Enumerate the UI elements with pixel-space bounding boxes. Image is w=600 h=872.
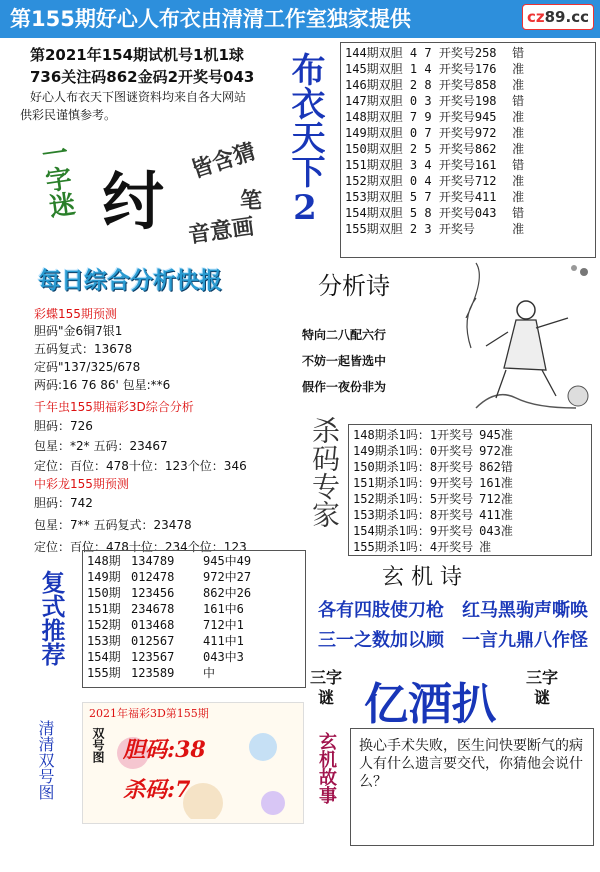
kill-number: 9开奖号 xyxy=(429,524,474,538)
butterfly-line-2: 五码复式：13678 xyxy=(34,342,133,356)
kill-number: 8开奖号 xyxy=(429,508,474,522)
dragon-line-3: 定位：百位：478十位：234个位：123 xyxy=(34,540,247,554)
kill-row xyxy=(353,443,591,459)
period: 154期双胆 xyxy=(345,206,403,220)
compound-row xyxy=(87,601,305,617)
xuanji-line-1: 各有四肢使刀枪 红马黑驹声嘶唤 xyxy=(318,600,588,621)
logo-prefix: cz xyxy=(527,8,545,26)
kill-code-table xyxy=(348,424,592,556)
result: 错 xyxy=(504,94,525,108)
draw-label: 开奖号 xyxy=(438,78,475,92)
result: 错 xyxy=(504,46,525,60)
result: 准 xyxy=(504,62,525,76)
double-dan-row xyxy=(345,77,595,93)
kill-row xyxy=(353,523,591,539)
draw-result: 411准 xyxy=(479,508,513,522)
qingqing-card xyxy=(82,702,304,824)
riddle-characters: 亿酒扒 xyxy=(364,679,496,730)
result: 准 xyxy=(504,78,525,92)
dan-2: 7 xyxy=(417,126,439,140)
hit-result: 161中6 xyxy=(203,602,244,616)
puzzle-character: 纣 xyxy=(102,165,165,238)
draw-result: 161准 xyxy=(479,476,513,490)
kill-number: 4开奖号 xyxy=(429,540,474,554)
dan-1: 7 xyxy=(402,110,418,124)
poem-title: 分析诗 xyxy=(318,272,390,300)
draw-number: 043 xyxy=(474,206,497,220)
kill-number: 1开奖号 xyxy=(429,428,474,442)
qingqing-sub: 双号图 xyxy=(91,727,105,763)
combo: 123567 xyxy=(131,650,175,664)
draw-label: 开奖号 xyxy=(438,142,475,156)
bug-line-2: 包星：*2* 五码：23467 xyxy=(34,439,168,453)
kill-number: 8开奖号 xyxy=(429,460,474,474)
period: 152期 xyxy=(87,618,121,632)
double-dan-row xyxy=(345,157,595,173)
draw-result: 862错 xyxy=(479,460,513,474)
period: 150期杀1吗： xyxy=(353,460,430,474)
draw-number: 198 xyxy=(474,94,497,108)
period: 148期 xyxy=(87,554,121,568)
butterfly-forecast xyxy=(34,306,274,394)
disclaimer-line-2: 供彩民谨慎参考。 xyxy=(20,108,117,122)
dan-1: 5 xyxy=(402,206,418,220)
story-text: 换心手术失败，医生问快要断气的病人有什么遗言要交代，你猜他会说什么？ xyxy=(350,728,594,846)
draw-number: 858 xyxy=(474,78,497,92)
dan-2: 4 xyxy=(417,62,439,76)
draw-label: 开奖号 xyxy=(438,94,475,108)
brand-number: 2 xyxy=(285,188,325,228)
period: 151期 xyxy=(87,602,121,616)
qingqing-sha: 杀码:7 xyxy=(123,777,191,803)
poem-line-1: 特向二八配六行 xyxy=(302,328,387,342)
combo: 012478 xyxy=(131,570,175,584)
focus-code-line: 736关注码862金码2开奖号043 xyxy=(30,68,255,86)
draw-number: 712 xyxy=(474,174,497,188)
dan-1: 5 xyxy=(402,190,418,204)
dan-2: 8 xyxy=(417,206,439,220)
hit-result: 862中26 xyxy=(203,586,252,600)
double-dan-row xyxy=(345,109,595,125)
draw-number: 862 xyxy=(474,142,497,156)
period: 147期双胆 xyxy=(345,94,403,108)
result: 准 xyxy=(504,126,525,140)
kill-row xyxy=(353,539,591,555)
bug-title: 千年虫155期福彩3D综合分析 xyxy=(34,400,194,414)
draw-number: 945 xyxy=(474,110,497,124)
period: 153期 xyxy=(87,634,121,648)
site-logo[interactable] xyxy=(522,4,594,30)
logo-suffix: 89.cc xyxy=(544,8,589,26)
kill-row xyxy=(353,459,591,475)
draw-label: 开奖号 xyxy=(438,46,475,60)
period: 149期双胆 xyxy=(345,126,403,140)
dan-2: 3 xyxy=(417,222,439,236)
xuanji-poem xyxy=(318,596,594,656)
result: 准 xyxy=(504,110,525,124)
result: 准 xyxy=(504,190,525,204)
dan-2: 5 xyxy=(417,142,439,156)
draw-label: 开奖号 xyxy=(438,190,475,204)
daily-report-banner: 每日综合分析快报 xyxy=(38,268,222,294)
xuanji-title: 玄 机 诗 xyxy=(382,565,462,590)
combo: 012567 xyxy=(131,634,175,648)
period: 148期双胆 xyxy=(345,110,403,124)
draw-number: 972 xyxy=(474,126,497,140)
draw-label: 开奖号 xyxy=(438,62,475,76)
dan-2: 3 xyxy=(417,94,439,108)
dan-2: 7 xyxy=(417,46,439,60)
period: 153期杀1吗： xyxy=(353,508,430,522)
kill-row xyxy=(353,475,591,491)
butterfly-title: 彩蝶155期预测 xyxy=(34,307,117,321)
kill-number: 0开奖号 xyxy=(429,444,474,458)
combo: 234678 xyxy=(131,602,175,616)
double-dan-row xyxy=(345,173,595,189)
compound-side-title: 复式推荐 xyxy=(37,570,66,666)
draw-label: 开奖号 xyxy=(438,174,475,188)
dan-1: 3 xyxy=(402,158,418,172)
period: 148期杀1吗： xyxy=(353,428,430,442)
dragon-title: 中彩龙155期预测 xyxy=(34,477,129,491)
period: 153期双胆 xyxy=(345,190,403,204)
hit-result: 411中1 xyxy=(203,634,244,648)
hit-result: 中 xyxy=(203,666,216,680)
period: 151期杀1吗： xyxy=(353,476,430,490)
kill-row xyxy=(353,491,591,507)
kill-row xyxy=(353,427,591,443)
compound-row xyxy=(87,649,305,665)
dan-1: 4 xyxy=(402,46,418,60)
double-dan-row xyxy=(345,141,595,157)
compound-row xyxy=(87,617,305,633)
period: 150期 xyxy=(87,586,121,600)
hit-result: 712中1 xyxy=(203,618,244,632)
double-dan-row xyxy=(345,61,595,77)
double-dan-table xyxy=(340,42,596,258)
result: 准 xyxy=(504,222,525,236)
draw-result: 945准 xyxy=(479,428,513,442)
compound-row xyxy=(87,633,305,649)
butterfly-line-1: 胆码"金6铜7银1 xyxy=(34,324,123,338)
draw-result: 972准 xyxy=(479,444,513,458)
dan-1: 0 xyxy=(402,126,418,140)
period: 152期双胆 xyxy=(345,174,403,188)
result: 错 xyxy=(504,158,525,172)
combo: 123589 xyxy=(131,666,175,680)
kill-number: 5开奖号 xyxy=(429,492,474,506)
draw-result: 712准 xyxy=(479,492,513,506)
double-dan-row xyxy=(345,93,595,109)
combo: 134789 xyxy=(131,554,175,568)
poem-line-2: 不妨一起皆选中 xyxy=(302,354,387,368)
qingqing-title: 2021年福彩3D第155期 xyxy=(89,707,209,720)
compound-row xyxy=(87,553,305,569)
compound-row xyxy=(87,665,305,681)
dan-2: 8 xyxy=(417,78,439,92)
period: 155期双胆 xyxy=(345,222,403,236)
xuanji-line-2: 三一之数加以顾 一言九鼎八作怪 xyxy=(318,630,588,651)
dan-2: 7 xyxy=(417,190,439,204)
poem-text xyxy=(302,322,386,400)
draw-label: 开奖号 xyxy=(438,126,475,140)
bug-line-1: 胆码：726 xyxy=(34,419,93,433)
period: 152期杀1吗： xyxy=(353,492,430,506)
period: 149期杀1吗： xyxy=(353,444,430,458)
draw-number: 258 xyxy=(474,46,497,60)
dan-1: 2 xyxy=(402,142,418,156)
period: 150期双胆 xyxy=(345,142,403,156)
puzzle-hint-3: 音意画 xyxy=(186,213,256,249)
puzzle-hint-2: 笔 xyxy=(240,188,263,214)
double-dan-row xyxy=(345,221,595,237)
character-puzzle xyxy=(30,140,300,252)
period: 155期 xyxy=(87,666,121,680)
compound-row xyxy=(87,585,305,601)
double-dan-row xyxy=(345,205,595,221)
draw-number: 411 xyxy=(474,190,497,204)
bug-line-3: 定位：百位：478十位：123个位：346 xyxy=(34,459,247,473)
page-title: 第155期好心人布衣由清清工作室独家提供 xyxy=(0,0,600,38)
result: 错 xyxy=(504,206,525,220)
draw-label: 开奖号 xyxy=(438,206,475,220)
dragon-forecast xyxy=(34,476,304,558)
draw-label: 开奖号 xyxy=(438,222,475,236)
compound-row xyxy=(87,569,305,585)
puzzle-hint-1: 皆含猜 xyxy=(188,138,259,184)
compound-table xyxy=(82,550,306,688)
poem-line-3: 假作一夜份非为 xyxy=(302,380,387,394)
kill-number: 9开奖号 xyxy=(429,476,474,490)
qingqing-side-title: 清清双号图 xyxy=(36,720,55,800)
draw-number: 176 xyxy=(474,62,497,76)
test-number-line: 第2021年154期试机号1机1球 xyxy=(30,46,244,64)
period: 144期双胆 xyxy=(345,46,403,60)
hit-result: 945中49 xyxy=(203,554,252,568)
period: 154期杀1吗： xyxy=(353,524,430,538)
hit-result: 043中3 xyxy=(203,650,244,664)
dragon-line-2: 包星：7** 五码复式：23478 xyxy=(34,518,192,532)
combo: 013468 xyxy=(131,618,175,632)
draw-result: 准 xyxy=(479,540,492,554)
dan-1: 1 xyxy=(402,62,418,76)
period: 151期双胆 xyxy=(345,158,403,172)
story-side-title: 玄机故事 xyxy=(316,732,337,804)
double-dan-row xyxy=(345,45,595,61)
dan-2: 4 xyxy=(417,158,439,172)
combo: 123456 xyxy=(131,586,175,600)
dan-1: 0 xyxy=(402,174,418,188)
puzzle-label: 一字迷 xyxy=(35,138,77,220)
draw-label: 开奖号 xyxy=(438,110,475,124)
period: 145期双胆 xyxy=(345,62,403,76)
kill-row xyxy=(353,507,591,523)
period: 146期双胆 xyxy=(345,78,403,92)
dan-2: 9 xyxy=(417,110,439,124)
riddle-label-right: 三字谜 xyxy=(525,668,558,707)
period: 149期 xyxy=(87,570,121,584)
dan-1: 2 xyxy=(402,78,418,92)
butterfly-line-4: 两码:16 76 86' 包星:**6 xyxy=(34,378,171,392)
result: 准 xyxy=(504,142,525,156)
period: 154期 xyxy=(87,650,121,664)
bug-analysis xyxy=(34,398,304,476)
draw-label: 开奖号 xyxy=(438,158,475,172)
draw-result: 043准 xyxy=(479,524,513,538)
qingqing-dan: 胆码:38 xyxy=(123,737,206,763)
dan-1: 0 xyxy=(402,94,418,108)
butterfly-line-3: 定码"137/325/678 xyxy=(34,360,141,374)
double-dan-row xyxy=(345,189,595,205)
scholar-illustration xyxy=(456,258,596,418)
result: 准 xyxy=(504,174,525,188)
dan-2: 4 xyxy=(417,174,439,188)
double-dan-row xyxy=(345,125,595,141)
kill-code-side-title: 杀码专家 xyxy=(308,416,341,528)
period: 155期杀1吗： xyxy=(353,540,430,554)
dragon-line-1: 胆码：742 xyxy=(34,496,93,510)
dan-1: 2 xyxy=(402,222,418,236)
disclaimer-line-1: 好心人布衣天下图谜资料均来自各大网站 xyxy=(30,90,247,104)
hit-result: 972中27 xyxy=(203,570,252,584)
riddle-label-left: 三字谜 xyxy=(309,668,342,707)
brand-text: 布衣天下 xyxy=(285,52,325,188)
draw-number: 161 xyxy=(474,158,497,172)
